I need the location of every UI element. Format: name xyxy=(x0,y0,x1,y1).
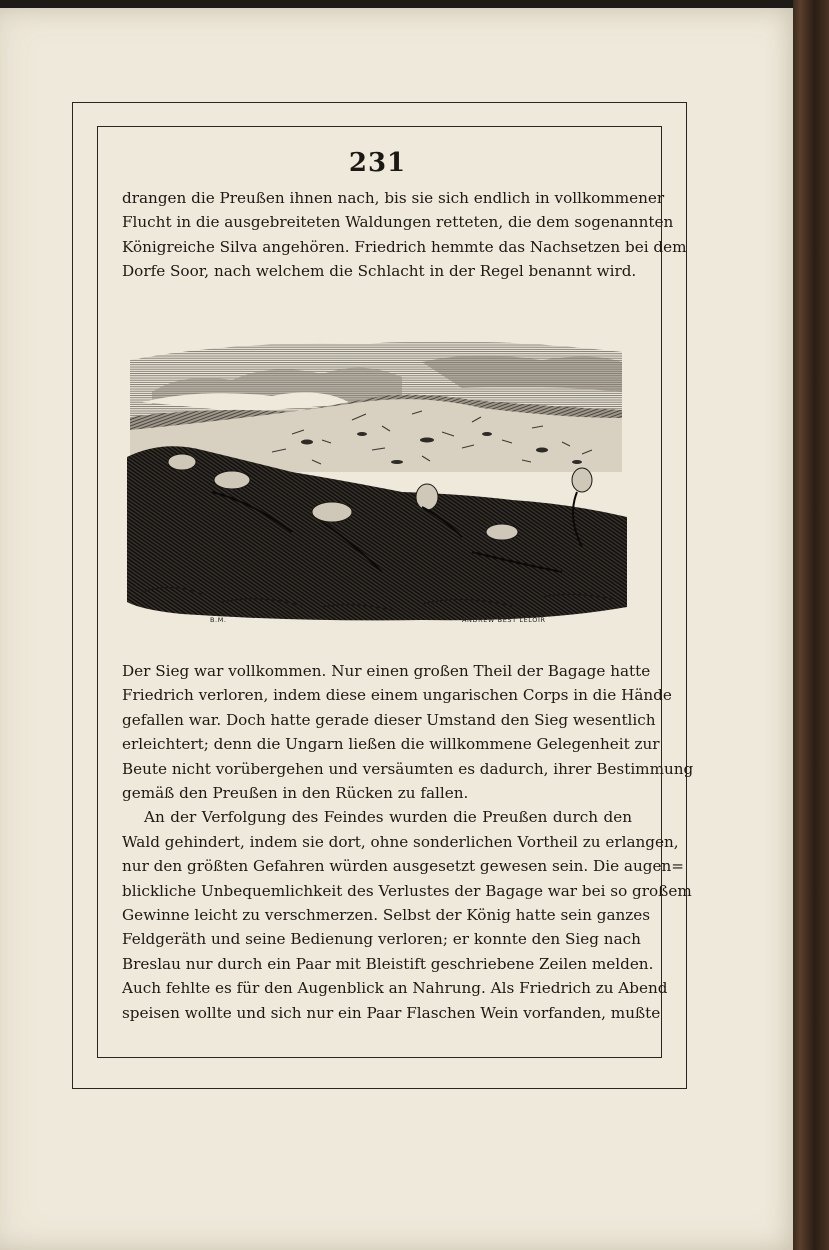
text-line: erleichtert; denn die Ungarn ließen die willkommene Gelegenheit zur xyxy=(122,735,660,754)
text-line: Gewinne leicht zu verschmerzen. Selbst der König hatte sein ganzes xyxy=(122,906,651,925)
engraving-image xyxy=(122,322,632,632)
text-line: Friedrich verloren, indem diese einem ungarischen Corps in die Hände xyxy=(122,686,672,705)
page-number: 231 xyxy=(348,148,407,178)
book-cover-edge xyxy=(793,0,829,1250)
text-line: gefallen war. Doch hatte gerade dieser Umstand den Sieg wesentlich xyxy=(122,710,656,729)
text-line: Wald gehindert, indem sie dort, ohne sonderlichen Vortheil zu erlangen, xyxy=(122,832,679,851)
text-line: blickliche Unbequemlichkeit des Verlustes der Bagage war bei so großem xyxy=(122,881,692,900)
text-line: Beute nicht vorübergehen und versäumten es dadurch, ihrer Bestimmung xyxy=(122,759,694,778)
text-line: Auch fehlte es für den Augenblick an Nahrung. Als Friedrich zu Abend xyxy=(122,979,668,998)
engraver-signature-left: B.M. xyxy=(210,616,227,624)
text-line: Dorfe Soor, nach welchem die Schlacht in der Regel benannt wird. xyxy=(122,262,637,281)
text-line: gemäß den Preußen in den Rücken zu fallen. xyxy=(122,784,469,803)
text-line: An der Verfolgung des Feindes wurden die Preußen durch den xyxy=(144,808,632,827)
text-line: Königreiche Silva angehören. Friedrich hemmte das Nachsetzen bei dem xyxy=(122,237,687,256)
paragraph-top xyxy=(122,186,687,284)
text-line: Feldgeräth und seine Bedienung verloren; er konnte den Sieg nach xyxy=(122,930,641,949)
text-line: speisen wollte und sich nur ein Paar Flaschen Wein vorfanden, mußte xyxy=(122,1003,661,1022)
battlefield-engraving xyxy=(122,322,632,632)
text-line: Der Sieg war vollkommen. Nur einen großen Theil der Bagage hatte xyxy=(122,662,651,680)
text-line: drangen die Preußen ihnen nach, bis sie sich endlich in vollkommener xyxy=(122,189,665,207)
engraver-signature-right: ANDREW BEST LELOIR xyxy=(462,616,546,624)
text-line: Breslau nur durch ein Paar mit Bleistift geschriebene Zeilen melden. xyxy=(122,954,654,973)
text-line: Flucht in die ausgebreiteten Waldungen retteten, die dem sogenannten xyxy=(122,213,674,232)
paragraph-bottom xyxy=(122,659,694,1025)
text-line: nur den größten Gefahren würden ausgesetzt gewesen sein. Die augen= xyxy=(122,857,684,876)
